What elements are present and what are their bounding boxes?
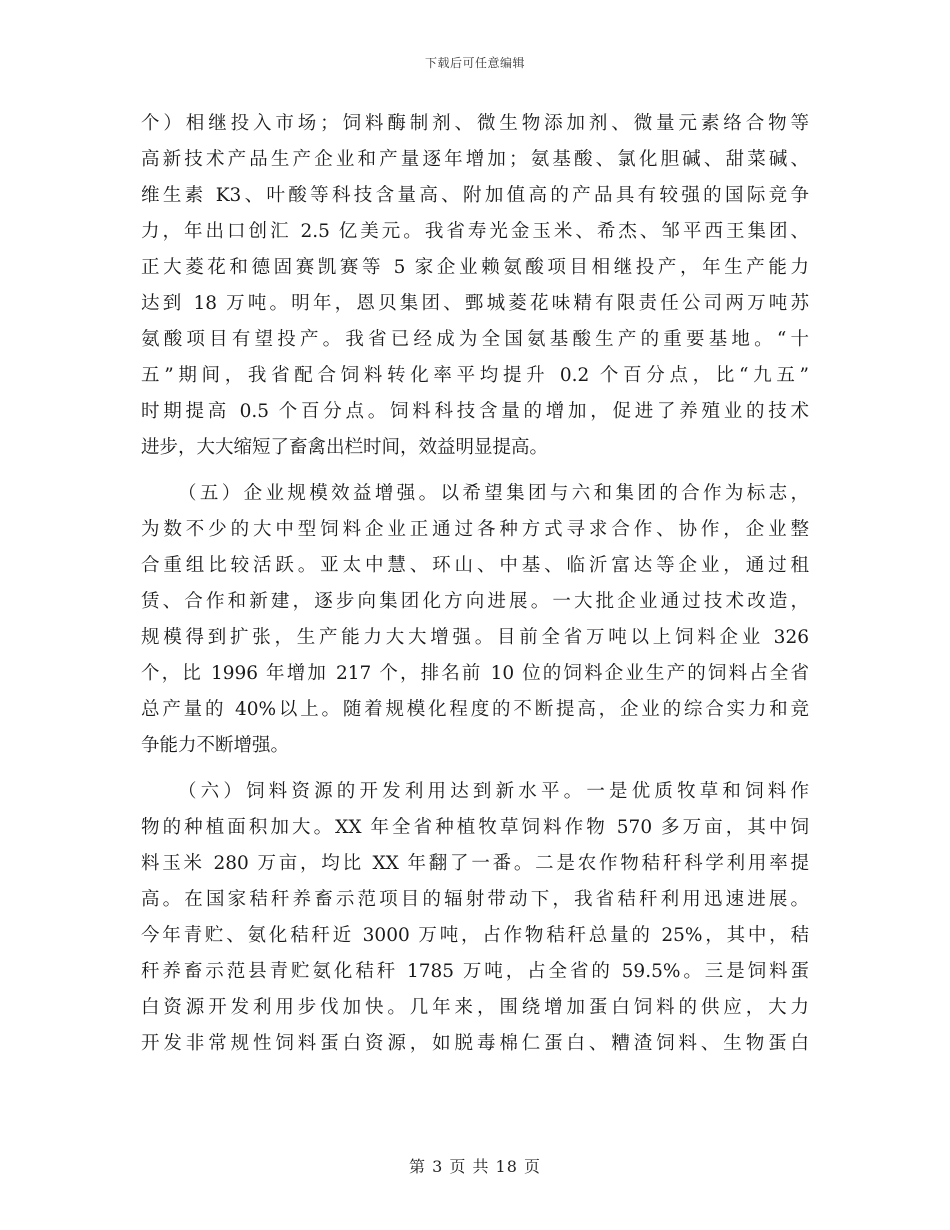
text-line: （五）企业规模效益增强。以希望集团与六和集团的合作为标志， [178, 483, 809, 504]
text-line: 赁、合作和新建，逐步向集团化方向进展。一大批企业通过技术改造， [141, 591, 809, 612]
text-line: 维生素 K3、叶酸等科技含量高、附加值高的产品具有较强的国际竞争 [141, 185, 809, 206]
paragraph [141, 106, 809, 466]
text-line: 白资源开发利用步伐加快。几年来，围绕增加蛋白饲料的供应，大力 [141, 997, 809, 1018]
paragraph [141, 774, 809, 1062]
text-line: 争能力不断增强。 [141, 735, 290, 756]
text-line: 合重组比较活跃。亚太中慧、环山、中基、临沂富达等企业，通过租 [141, 555, 809, 576]
text-line: 开发非常规性饲料蛋白资源，如脱毒棉仁蛋白、糟渣饲料、生物蛋白 [141, 1033, 809, 1054]
text-line: （六）饲料资源的开发利用达到新水平。一是优质牧草和饲料作 [178, 781, 809, 802]
page-number: 第 3 页 共 18 页 [409, 1157, 541, 1176]
text-line: 时期提高 0.5 个百分点。饲料科技含量的增加，促进了养殖业的技术 [141, 401, 809, 422]
text-line: 物的种植面积加大。XX 年全省种植牧草饲料作物 570 多万亩，其中饲 [141, 817, 809, 838]
text-line: 力，年出口创汇 2.5 亿美元。我省寿光金玉米、希杰、邹平西王集团、 [141, 221, 809, 242]
text-line: 为数不少的大中型饲料企业正通过各种方式寻求合作、协作，企业整 [141, 519, 809, 540]
text-line: 个）相继投入市场；饲料酶制剂、微生物添加剂、微量元素络合物等 [141, 113, 809, 134]
text-line: 正大菱花和德固赛凯赛等 5 家企业赖氨酸项目相继投产，年生产能力 [141, 257, 809, 278]
text-line: 达到 18 万吨。明年，恩贝集团、鄄城菱花味精有限责任公司两万吨苏 [141, 293, 809, 314]
text-line: 秆养畜示范县青贮氨化秸秆 1785 万吨，占全省的 59.5%。三是饲料蛋 [141, 961, 809, 982]
text-line: 氨酸项目有望投产。我省已经成为全国氨基酸生产的重要基地。“十 [141, 329, 809, 350]
text-line: 五”期间，我省配合饲料转化率平均提升 0.2 个百分点，比“九五” [141, 365, 809, 386]
text-line: 高。在国家秸秆养畜示范项目的辐射带动下，我省秸秆利用迅速进展。 [141, 889, 809, 910]
text-line: 进步，大大缩短了畜禽出栏时间，效益明显提高。 [141, 437, 549, 458]
page-header: 下载后可任意编辑 [424, 56, 525, 70]
paragraph [141, 476, 809, 764]
text-line: 个，比 1996 年增加 217 个，排名前 10 位的饲料企业生产的饲料占全省 [141, 663, 809, 684]
document-body [141, 106, 809, 1062]
text-line: 高新技术产品生产企业和产量逐年增加；氨基酸、氯化胆碱、甜菜碱、 [141, 149, 809, 170]
text-line: 总产量的 40%以上。随着规模化程度的不断提高，企业的综合实力和竞 [141, 699, 809, 720]
text-line: 规模得到扩张，生产能力大大增强。目前全省万吨以上饲料企业 326 [141, 627, 809, 648]
text-line: 料玉米 280 万亩，均比 XX 年翻了一番。二是农作物秸秆科学利用率提 [141, 853, 809, 874]
text-line: 今年青贮、氨化秸秆近 3000 万吨，占作物秸秆总量的 25%，其中，秸 [141, 925, 809, 946]
